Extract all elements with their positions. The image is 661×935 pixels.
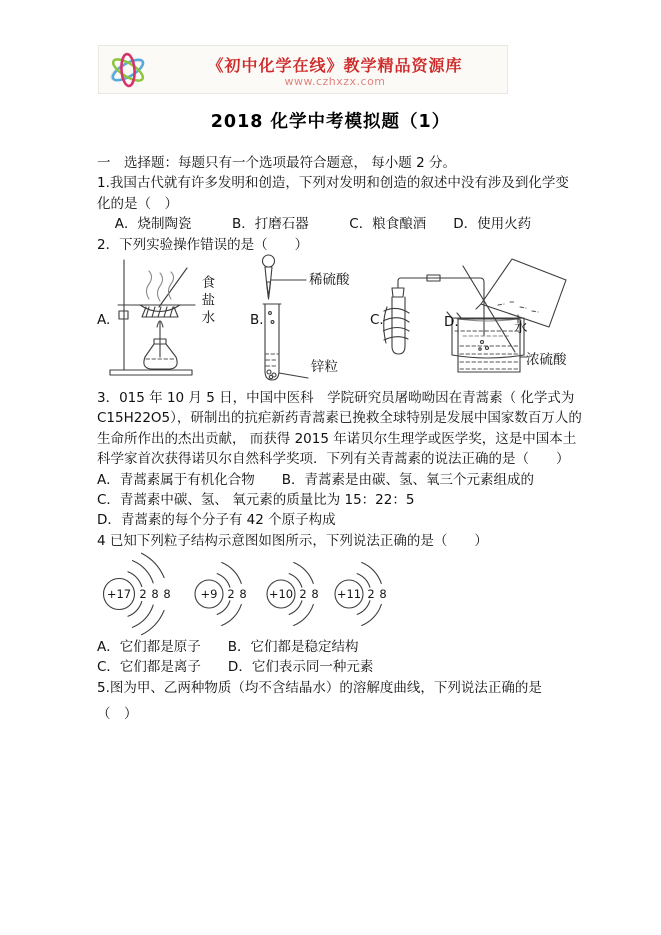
question-4-text: 4 已知下列粒子结构示意图如图所示，下列说法正确的是（ ） (97, 532, 488, 549)
shell-electron-count: 2 (227, 587, 235, 602)
question-2-figure-row (97, 255, 583, 388)
question-1-text: 化的是（ ） (97, 195, 178, 212)
particle-diagram (329, 552, 409, 636)
question-3-options: D．青蒿素的每个分子有 42 个原子构成 (97, 512, 336, 529)
shell-electron-count: 2 (139, 587, 147, 602)
site-banner (98, 45, 508, 94)
steam-lines (147, 271, 174, 301)
salt-water-label: 食盐水 (198, 274, 215, 328)
question-5-text: 5.图为甲、乙两种物质（均不含结晶水）的溶解度曲线，下列说法正确的是 (97, 679, 542, 696)
question-4-figure-row (97, 551, 583, 637)
question-4-options: A．它们都是原子 B．它们都是稳定结构 (97, 639, 359, 656)
atom-logo-icon (104, 46, 152, 94)
document-body (97, 153, 583, 725)
nucleus-charge: +10 (268, 587, 294, 602)
question-3-text: C15H22O5），研制出的抗疟新药青蒿素已挽救全球特别是发展中国家数百万人的 (97, 410, 582, 427)
page-title: 2018 化学中考模拟题（1） (210, 112, 451, 132)
question-1-options: A．烧制陶瓷 B．打磨石器 C．粮食酿酒 D．使用火药 (97, 216, 532, 233)
shell-electron-count: 8 (311, 587, 319, 602)
dilute-sulfuric-acid-label: 稀硫酸 (309, 271, 350, 288)
question-5-text: （ ） (97, 706, 138, 723)
figure-option-a-label: A. (97, 311, 111, 328)
particle-diagram (189, 552, 269, 636)
figure-option-c-label: C. (370, 311, 384, 328)
shell-electron-count: 8 (151, 587, 159, 602)
figure-option-d-label: D. (444, 313, 459, 330)
site-url: www.czhxzx.com (284, 75, 386, 88)
shell-electron-count: 8 (239, 587, 247, 602)
site-title: 《初中化学在线》教学精品资源库 (207, 56, 463, 75)
shell-electron-count: 2 (299, 587, 307, 602)
shell-electron-count: 8 (379, 587, 387, 602)
question-1-text: 1.我国古代就有许多发明和创造，下列对发明和创造的叙述中没有涉及到化学变 (97, 175, 569, 192)
question-3-text: 3．015 年 10 月 5 日，中国中医科 学院研究员屠呦呦因在青蒿素（ 化学式为 (97, 389, 575, 406)
nucleus-charge: +9 (200, 587, 218, 602)
shell-electron-count: 8 (163, 587, 171, 602)
question-3-text: 科学家首次获得诺贝尔自然科学奖项．下列有关青蒿素的说法正确的是（ ） (97, 451, 570, 468)
concentrated-acid-label: 浓硫酸 (526, 351, 567, 368)
section-instructions: 一 选择题：每题只有一个选项最符合题意， 每小题 2 分。 (97, 155, 456, 171)
nucleus-charge: +17 (106, 587, 132, 602)
shell-electron-count: 2 (367, 587, 375, 602)
water-label: 水 (514, 319, 528, 336)
nucleus-charge: +11 (336, 587, 362, 602)
zinc-granules-label: 锌粒 (311, 358, 338, 375)
figure-option-b-label: B. (250, 311, 264, 328)
question-2-text: 2．下列实验操作错误的是（ ） (97, 236, 309, 253)
question-3-text: 生命所作出的杰出贡献， 而获得 2015 年诺贝尔生理学或医学奖，这是中国本土 (97, 430, 577, 447)
question-3-options: A．青蒿素属于有机化合物 B．青蒿素是由碳、氢、氧三个元素组成的 (97, 471, 534, 488)
question-4-options: C．它们都是离子 D．它们表示同一种元素 (97, 659, 374, 676)
question-3-options: C．青蒿素中碳、氢、 氧元素的质量比为 15：22：5 (97, 491, 415, 508)
